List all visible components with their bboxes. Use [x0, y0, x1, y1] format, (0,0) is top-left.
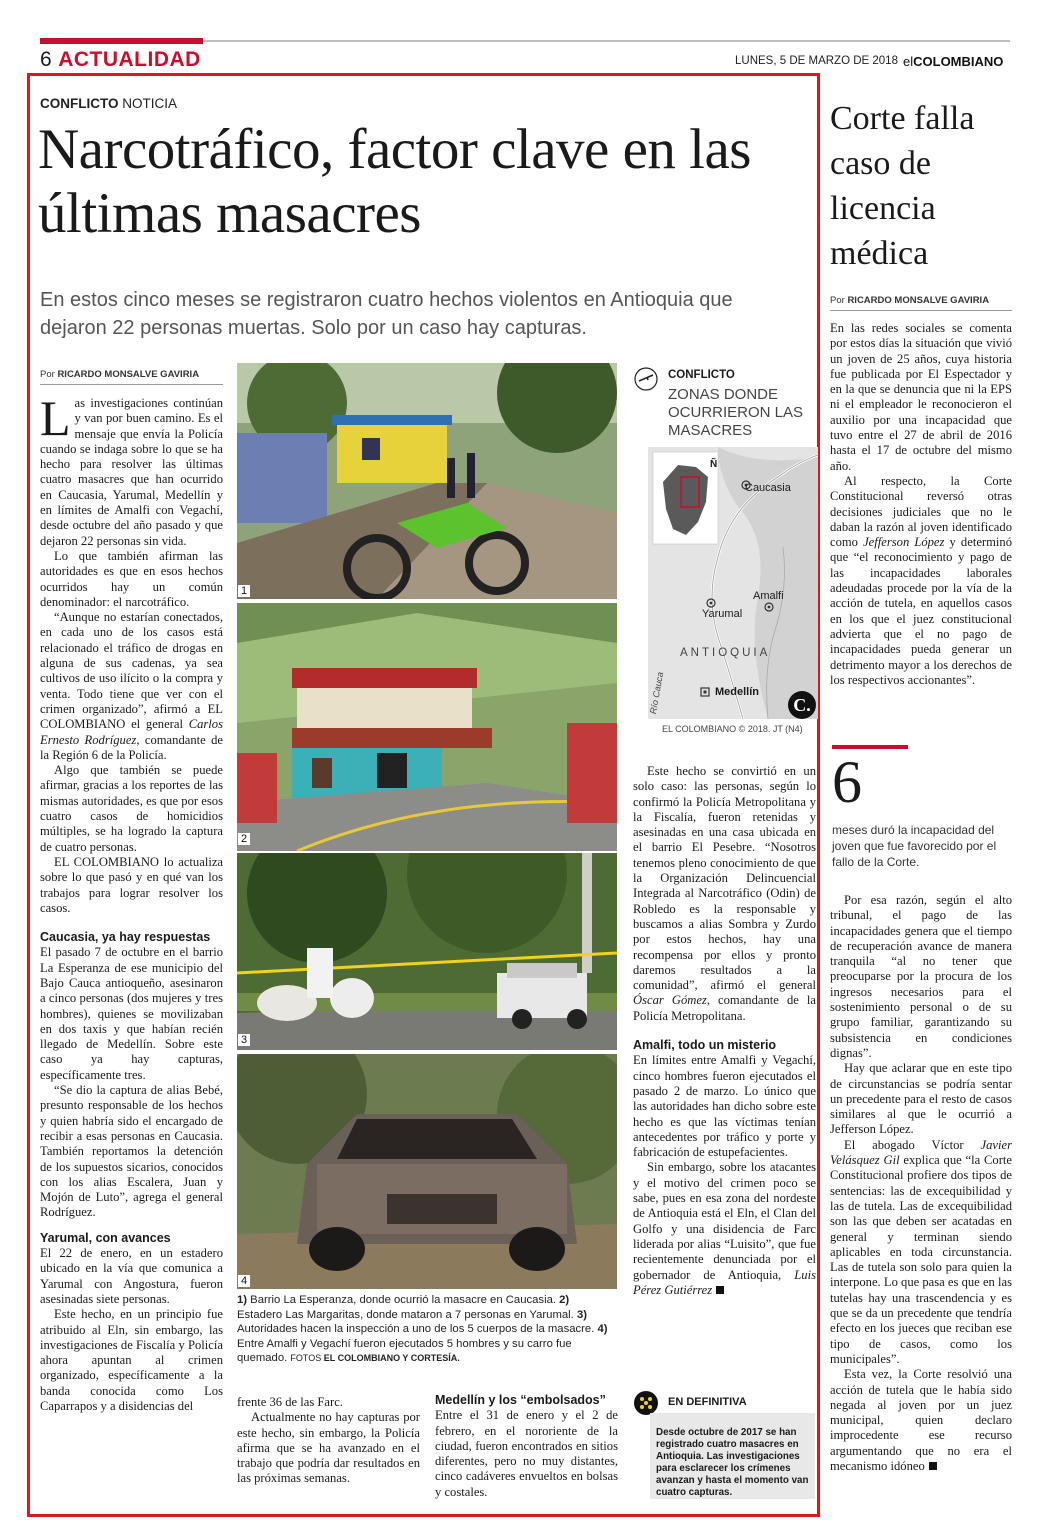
- brand-prefix: el: [903, 54, 914, 69]
- paragraph: Algo que también se puede afirmar, gracias a los reportes de las mismas autoridades, es que por esos cuatro casos de homicidios múltiples, se ha logrado la captura de cuatro personas.: [40, 763, 223, 854]
- paragraph: Este hecho, en un principio fue atribuido al Eln, sin embargo, las investigaciones de Fiscalía y Policía ahora apuntan al crimen organizado, específicamente a la banda conocida como Los Caparrapos y a disidencias del: [40, 1307, 223, 1413]
- byline-name: RICARDO MONSALVE GAVIRIA: [847, 295, 990, 306]
- paragraph-text: explica que “la Corte Constitucional profiere dos tipos de sentencias: las de excequibilidad y las de tutela. Las de excequibilidad son las que deben ser acatadas en general y terminan siendo aplicables en toda circunstancia. Las de tutela son solo para quien la interpone. Lo que pasa es que en las tutelas hay una trascendencia y es que se da un precedente que tendría efecto en los jueces que reciban ese tipo de casos, como los municipales”.: [830, 1153, 1012, 1366]
- definitiva-text: Desde octubre de 2017 se han registrado cuatro masacres en Antioquia. Las investigaciones para esclarecer los crímenes avanzan y hasta el momento van cuatro capturas.: [656, 1427, 809, 1498]
- person-name: Luis Pérez Gutiérrez: [633, 1267, 816, 1297]
- paragraph: En las redes sociales se comenta por estos días la situación que vivió un joven de 25 años, cuya historia fue publicada por El Espectador y en la que se denuncia que ni la EPS ni el empleador le reconocieron el auxilio por una incapacidad que tuvo entre el 27 de abril de 2016 hasta el 17 de octubre del mismo año.: [830, 321, 1012, 473]
- paragraph-text: , comandante de la Policía Metropolitana.: [633, 993, 816, 1023]
- photo-caption: [237, 1293, 617, 1366]
- story-kicker: [40, 96, 177, 111]
- paragraph-text: Sin embargo, sobre los atacantes y el motivo del crimen poco se sabe, pues en esa zona del nordeste de Antioquia está el Eln, el Clan del Golfo y una disidencia de Farc liderada por alias “Luisito”, que fue recientemente denunciada por el gobernador de Antioquia,: [633, 1160, 816, 1282]
- side-byline: [830, 295, 989, 306]
- north-indicator: Ñ: [710, 459, 718, 470]
- person-name: Javier Velásquez Gil: [830, 1137, 1012, 1168]
- photo-number: 4: [238, 1275, 250, 1287]
- byline-rule: [40, 384, 223, 385]
- photo-caucasia: [237, 363, 617, 599]
- map-kicker: CONFLICTO: [668, 369, 735, 381]
- photo-caucasia-image: [237, 363, 617, 599]
- stat-number: 6: [832, 749, 862, 815]
- paragraph: [633, 764, 816, 1024]
- paragraph: Por esa razón, según el alto tribunal, el pago de las incapacidades genera que el tiempo de recuperación avance de manera tranquila “al no tener que preocuparse por la procura de los ingresos necesarios para el sostenimiento personal o de su grupo familiar, garantizando su subsistencia en condiciones dignas”.: [830, 893, 1012, 1060]
- story-column-1: [40, 396, 223, 1500]
- paragraph-text: as investigaciones continúan y van por buen camino. Es el mensaje que envía la Policía cuando se indaga sobre lo que se ha hecho para resolver las últimas cuatro masacres que han ocurrido en Caucasia, Yarumal, Medellín y en límites de Amalfi con Vegachí, desde octubre del año pasado y que dejaron 22 personas sin vida.: [40, 396, 223, 548]
- photo-inspection-image: [237, 853, 617, 1050]
- paragraph: “Se dio la captura de alias Bebé, presunto responsable de los hechos y quien habría sido el encargado de recibir a esas personas en Caucasia. También reportamos la detención de los supuestos sicarios, conocidos con los alias Escalera, Juan y Mojón de Luto”, agrega el general Rodríguez.: [40, 1083, 223, 1220]
- map-label-rio-cauca: Río Cauca: [648, 671, 666, 715]
- story-byline: [40, 369, 199, 380]
- paragraph-text: y determinó que “el reconocimiento y pago de las incapacidades laborales adeudadas procede por la vía de la acción de tutela, en aquellos casos en los que el juez constitucional advierta que el no pago de incapacidades pueda generar un detrimento mayor a los derechos de los respectivos accionantes”.: [830, 535, 1012, 687]
- definitiva-title: EN DEFINITIVA: [668, 1396, 747, 1408]
- side-column-top: [830, 321, 1012, 731]
- caption-num: 1): [237, 1294, 248, 1306]
- byline-prefix: Por: [830, 295, 848, 306]
- caption-text: Estadero Las Margaritas, donde mataron a 7 personas en Yarumal.: [237, 1308, 577, 1321]
- caption-num: 4): [597, 1323, 608, 1335]
- end-mark: [716, 1286, 724, 1294]
- story-column-3: [435, 1393, 618, 1505]
- side-headline: Corte falla caso de licencia médica: [830, 100, 975, 272]
- paragraph: Hay que aclarar que en este tipo de circunstancias se podría sentar un precedente para el resto de casos similares al que le ocurrió a Jefferson López.: [830, 1061, 1012, 1137]
- section-name: ACTUALIDAD: [58, 48, 201, 71]
- caption-text: Barrio La Esperanza, donde ocurrió la masacre en Caucasia.: [247, 1294, 560, 1306]
- conflict-icon: [633, 366, 659, 392]
- paragraph: [633, 1160, 816, 1298]
- paragraph: En límites entre Amalfi y Vegachí, cinco hombres fueron ejecutados el pasado 2 de marzo. Lo único que las autoridades han dicho sobre este hecho es que las víctimas tenían antecedentes por tráfico y porte y fabricación de estupefacientes.: [633, 1053, 816, 1160]
- map-label-caucasia: Caucasia: [745, 482, 791, 494]
- issue-date: LUNES, 5 DE MARZO DE 2018: [735, 55, 898, 67]
- photo-yarumal-image: [237, 603, 617, 851]
- paragraph: [40, 396, 223, 549]
- story-deck: En estos cinco meses se registraron cuatro hechos violentos en Antioquia que dejaron 22 personas muertas. Solo por un caso hay capturas.: [40, 289, 733, 339]
- section-accent-bar: [40, 38, 203, 44]
- paragraph: Lo que también afirman las autoridades es que en esos hechos ocurridos hay un común denominador: el narcotráfico.: [40, 548, 223, 609]
- photo-credit-prefix: FOTOS: [290, 1353, 324, 1363]
- byline-name: RICARDO MONSALVE GAVIRIA: [57, 369, 200, 380]
- newspaper-brand: [903, 54, 1003, 69]
- person-name: Óscar Gómez: [633, 993, 707, 1008]
- paragraph: frente 36 de las Farc.: [237, 1395, 343, 1409]
- story-headline: Narcotráfico, factor clave en las últimas masacres: [38, 118, 751, 245]
- subhead-caucasia: Caucasia, ya hay respuestas: [40, 930, 211, 945]
- photo-yarumal: [237, 603, 617, 851]
- paragraph-text: El abogado Víctor: [844, 1137, 981, 1152]
- map-label-amalfi: Amalfi: [753, 590, 784, 602]
- subhead-medellin: Medellín y los “embolsados”: [435, 1393, 606, 1407]
- paragraph: [40, 610, 223, 763]
- subhead-amalfi: Amalfi, todo un misterio: [633, 1038, 777, 1053]
- paragraph: [830, 1138, 1012, 1367]
- paragraph: Actualmente no hay capturas por este hecho, sin embargo, la Policía afirma que se ha avanzado en el trabajo que podría dar resultados en las próximas semanas.: [237, 1410, 420, 1486]
- elcolombiano-logo: C.: [788, 691, 816, 719]
- photo-burned-car-image: [237, 1054, 617, 1289]
- paragraph-text: Esta vez, la Corte resolvió una acción de tutela que le había sido negada al joven por un juez municipal, quien declaro improcedente ese recurso argumentando que no era el mecanismo idóneo: [830, 1367, 1012, 1473]
- kicker-bold: CONFLICTO: [40, 96, 119, 111]
- paragraph-text: , comandante de la Región 6 de la Policía.: [40, 732, 223, 762]
- person-name: Jefferson López: [863, 535, 945, 550]
- stat-text: meses duró la incapacidad del joven que fue favorecido por el fallo de la Corte.: [832, 823, 997, 869]
- side-byline-rule: [830, 310, 1012, 311]
- paragraph-text: “Aunque no estarían conectados, en cada uno de los casos está relacionado el tráfico de drogas en alguna de sus cadenas, ya sea cultivos de uso ilícito o la compra y venta. Todo tiene que ver con el crimen organizado”, afirmó a EL COLOMBIANO el general: [40, 610, 223, 732]
- paragraph: Entre el 31 de enero y el 2 de febrero, en el nororiente de la ciudad, fueron encontrados en sitios diferentes, pero no muy distantes, cinco cadáveres envueltos en bolsas y costales.: [435, 1408, 618, 1499]
- map-title: ZONAS DONDE OCURRIERON LAS MASACRES: [668, 386, 804, 439]
- caption-text: Entre Amalfi y Vegachí fueron ejecutados 5 hombres y su carro fue quemado.: [237, 1337, 572, 1364]
- photo-number: 2: [238, 833, 250, 845]
- map-label-antioquia: ANTIOQUIA: [680, 647, 771, 659]
- photo-credit: EL COLOMBIANO Y CORTESÍA.: [323, 1353, 460, 1363]
- photo-inspection: [237, 853, 617, 1050]
- caption-num: 2): [559, 1294, 570, 1306]
- map-label-yarumal: Yarumal: [702, 608, 743, 620]
- paragraph: [830, 474, 1012, 688]
- map-label-medellin: Medellín: [715, 686, 760, 698]
- paragraph: EL COLOMBIANO lo actualiza sobre lo que pasó y en qué van los trabajos para lograr resolver los casos.: [40, 854, 223, 915]
- paragraph-text: Al respecto, la Corte Constitucional reversó otras decisiones judiciales que no le daban la razón al joven identificado como: [830, 473, 1012, 550]
- paragraph: El 22 de enero, en un estadero ubicado en la vía que comunica a Yarumal con Angostura, fueron asesinadas siete personas.: [40, 1246, 223, 1306]
- caption-num: 3): [576, 1308, 587, 1321]
- section-header: [40, 48, 201, 72]
- kicker-rest: NOTICIA: [118, 96, 178, 111]
- person-name: Carlos Ernesto Rodríguez: [40, 717, 223, 747]
- caption-text: Autoridades hacen la inspección a uno de los 5 cuerpos de la masacre.: [237, 1323, 598, 1335]
- subhead-yarumal: Yarumal, con avances: [40, 1230, 171, 1245]
- antioquia-map: [648, 447, 818, 719]
- paragraph-text: Este hecho se convirtió en un solo caso: las personas, según lo confirmó la Policía Metropolitana y la Fiscalía, fueron retenidas y asesinadas en una casa ubicada en el barrio El Pesebre. “Nosotros tenemos pleno conocimiento de que la Organización Delincuencial Integrada al Narcotráfico (Odin) de Robledo es la responsable y buscamos a alias Sombra y Zurdo por estos hechos, hay una recompensa por ellos y pronto daremos resultados a la comunidad”, afirmó el general: [633, 764, 816, 993]
- end-mark: [929, 1462, 937, 1470]
- brand-name: COLOMBIANO: [913, 54, 1004, 69]
- story-column-4: [633, 764, 816, 1378]
- photo-burned-car: [237, 1054, 617, 1289]
- paragraph: El pasado 7 de octubre en el barrio La Esperanza de ese municipio del Bajo Cauca antioqueño, asesinaron a cinco personas (dos mujeres y tres hombres), quienes se movilizaban en dos taxis y que habían recién llegado de Medellín. Sobre este caso ya hay capturas, específicamente tres.: [40, 945, 223, 1082]
- map-credit: EL COLOMBIANO © 2018. JT (N4): [662, 724, 803, 734]
- dropcap: L: [40, 396, 71, 446]
- page-number: 6: [40, 48, 53, 71]
- photo-number: 3: [238, 1034, 250, 1046]
- photo-number: 1: [238, 585, 250, 597]
- byline-prefix: Por: [40, 369, 58, 380]
- side-column-bottom: [830, 893, 1012, 1503]
- paragraph: [830, 1367, 1012, 1474]
- story-column-2: [237, 1395, 420, 1505]
